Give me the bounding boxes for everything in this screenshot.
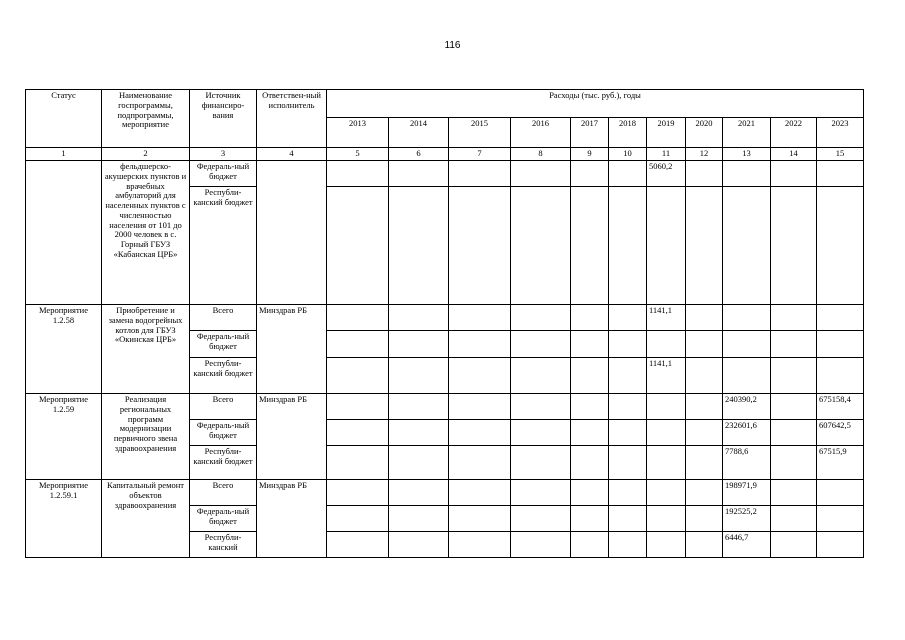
header-year: 2020 [686,118,723,148]
value-cell [723,161,771,187]
header-source: Источник финансиро-вания [190,90,257,148]
value-cell [647,446,686,480]
value-cell [449,305,511,331]
value-cell [327,394,389,420]
value-cell [771,358,817,394]
column-number: 13 [723,148,771,161]
value-cell [571,358,609,394]
value-cell [389,446,449,480]
value-cell: 198971,9 [723,480,771,506]
value-cell [449,161,511,187]
value-cell [511,506,571,532]
value-cell [389,161,449,187]
header-name: Наименование госпрограммы, подпрограммы, мероприятие [102,90,190,148]
source-cell: Федераль-ный бюджет [190,331,257,358]
value-cell [723,358,771,394]
value-cell [686,305,723,331]
value-cell [327,358,389,394]
value-cell: 1141,1 [647,358,686,394]
table-row [26,305,864,331]
value-cell [511,161,571,187]
value-cell [449,532,511,558]
value-cell [449,187,511,305]
table-row [26,480,864,506]
value-cell [571,532,609,558]
value-cell [771,420,817,446]
value-cell [647,187,686,305]
value-cell [571,506,609,532]
column-number: 5 [327,148,389,161]
value-cell [771,532,817,558]
page-number: 116 [444,40,461,51]
status-cell: Мероприятие 1.2.59.1 [26,480,102,558]
value-cell [609,161,647,187]
value-cell [327,480,389,506]
value-cell [449,394,511,420]
name-cell: Капитальный ремонт объектов здравоохранения [102,480,190,558]
value-cell [571,394,609,420]
header-year: 2014 [389,118,449,148]
value-cell [511,305,571,331]
header-year: 2018 [609,118,647,148]
value-cell [647,331,686,358]
value-cell [389,331,449,358]
value-cell: 675158,4 [817,394,864,420]
source-cell: Республи-канский бюджет [190,446,257,480]
column-number: 1 [26,148,102,161]
value-cell [686,506,723,532]
value-cell [771,394,817,420]
column-number: 8 [511,148,571,161]
value-cell [686,358,723,394]
value-cell [449,358,511,394]
value-cell [647,420,686,446]
column-number-row [26,148,864,161]
value-cell [609,358,647,394]
source-cell: Федераль-ный бюджет [190,161,257,187]
column-number: 4 [257,148,327,161]
value-cell: 6446,7 [723,532,771,558]
value-cell [686,480,723,506]
value-cell [449,446,511,480]
value-cell [723,331,771,358]
value-cell [647,532,686,558]
value-cell [609,394,647,420]
name-cell: Приобретение и замена водогрейных котлов для ГБУЗ «Окинская ЦРБ» [102,305,190,394]
value-cell [771,480,817,506]
value-cell [609,446,647,480]
value-cell [511,358,571,394]
value-cell [817,506,864,532]
value-cell [686,187,723,305]
value-cell [571,446,609,480]
value-cell: 607642,5 [817,420,864,446]
value-cell [609,480,647,506]
column-number: 10 [609,148,647,161]
header-year: 2017 [571,118,609,148]
header-year: 2022 [771,118,817,148]
value-cell [327,506,389,532]
value-cell [609,532,647,558]
value-cell [771,506,817,532]
value-cell [571,161,609,187]
value-cell [817,187,864,305]
value-cell [771,187,817,305]
value-cell [511,420,571,446]
value-cell [511,187,571,305]
value-cell [571,331,609,358]
value-cell [449,331,511,358]
value-cell [571,187,609,305]
column-number: 14 [771,148,817,161]
header-year: 2013 [327,118,389,148]
value-cell: 7788,6 [723,446,771,480]
value-cell [327,420,389,446]
value-cell [686,420,723,446]
value-cell [723,187,771,305]
value-cell [686,331,723,358]
value-cell [389,420,449,446]
value-cell [571,480,609,506]
value-cell [327,305,389,331]
value-cell [389,394,449,420]
value-cell [389,532,449,558]
value-cell: 67515,9 [817,446,864,480]
value-cell: 5060,2 [647,161,686,187]
column-number: 9 [571,148,609,161]
value-cell [327,161,389,187]
source-cell: Республи-канский бюджет [190,187,257,305]
value-cell [609,506,647,532]
value-cell [771,305,817,331]
value-cell [817,358,864,394]
column-number: 6 [389,148,449,161]
column-number: 2 [102,148,190,161]
executor-cell: Минздрав РБ [257,394,327,480]
value-cell [647,506,686,532]
value-cell [571,420,609,446]
value-cell [449,480,511,506]
column-number: 15 [817,148,864,161]
value-cell [686,394,723,420]
source-cell: Всего [190,394,257,420]
executor-cell: Минздрав РБ [257,305,327,394]
value-cell [389,358,449,394]
value-cell [609,331,647,358]
header-expenses: Расходы (тыс. руб.), годы [327,90,864,118]
value-cell [511,331,571,358]
value-cell [327,446,389,480]
source-cell: Всего [190,305,257,331]
value-cell: 1141,1 [647,305,686,331]
value-cell [571,305,609,331]
value-cell [817,532,864,558]
name-cell: Реализация региональных программ модернизации первичного звена здравоохранения [102,394,190,480]
value-cell [511,532,571,558]
source-cell: Федераль-ный бюджет [190,420,257,446]
value-cell [647,394,686,420]
value-cell [771,161,817,187]
value-cell [511,394,571,420]
header-year: 2015 [449,118,511,148]
value-cell: 240390,2 [723,394,771,420]
value-cell [686,161,723,187]
header-status: Статус [26,90,102,148]
value-cell [723,305,771,331]
value-cell [609,187,647,305]
value-cell [449,420,511,446]
header-year: 2023 [817,118,864,148]
value-cell [817,480,864,506]
value-cell [511,480,571,506]
executor-cell: Минздрав РБ [257,480,327,558]
budget-table [25,89,864,558]
value-cell [771,331,817,358]
source-cell: Республи-канский [190,532,257,558]
value-cell [817,331,864,358]
table-row [26,394,864,420]
value-cell [389,305,449,331]
value-cell [327,331,389,358]
value-cell [511,446,571,480]
value-cell [327,532,389,558]
value-cell [817,305,864,331]
name-cell: фельдшерско-акушерских пунктов и врачебных амбулаторий для населенных пунктов с численностью населения от 101 до 2000 человек в с. Горный ГБУЗ «Кабанская ЦРБ» [102,161,190,305]
column-number: 11 [647,148,686,161]
value-cell [647,480,686,506]
value-cell: 192525,2 [723,506,771,532]
status-cell: Мероприятие 1.2.59 [26,394,102,480]
value-cell [817,161,864,187]
value-cell: 232601,6 [723,420,771,446]
source-cell: Республи-канский бюджет [190,358,257,394]
value-cell [686,446,723,480]
value-cell [449,506,511,532]
value-cell [389,187,449,305]
value-cell [686,532,723,558]
column-number: 12 [686,148,723,161]
value-cell [609,420,647,446]
header-year: 2021 [723,118,771,148]
value-cell [609,305,647,331]
source-cell: Федераль-ный бюджет [190,506,257,532]
status-cell [26,161,102,305]
header-year: 2019 [647,118,686,148]
value-cell [327,187,389,305]
value-cell [389,506,449,532]
value-cell [771,446,817,480]
value-cell [389,480,449,506]
table-row [26,161,864,187]
header-executor: Ответствен-ный исполнитель [257,90,327,148]
source-cell: Всего [190,480,257,506]
executor-cell [257,161,327,305]
column-number: 3 [190,148,257,161]
column-number: 7 [449,148,511,161]
table-body [26,161,864,558]
status-cell: Мероприятие 1.2.58 [26,305,102,394]
header-year: 2016 [511,118,571,148]
